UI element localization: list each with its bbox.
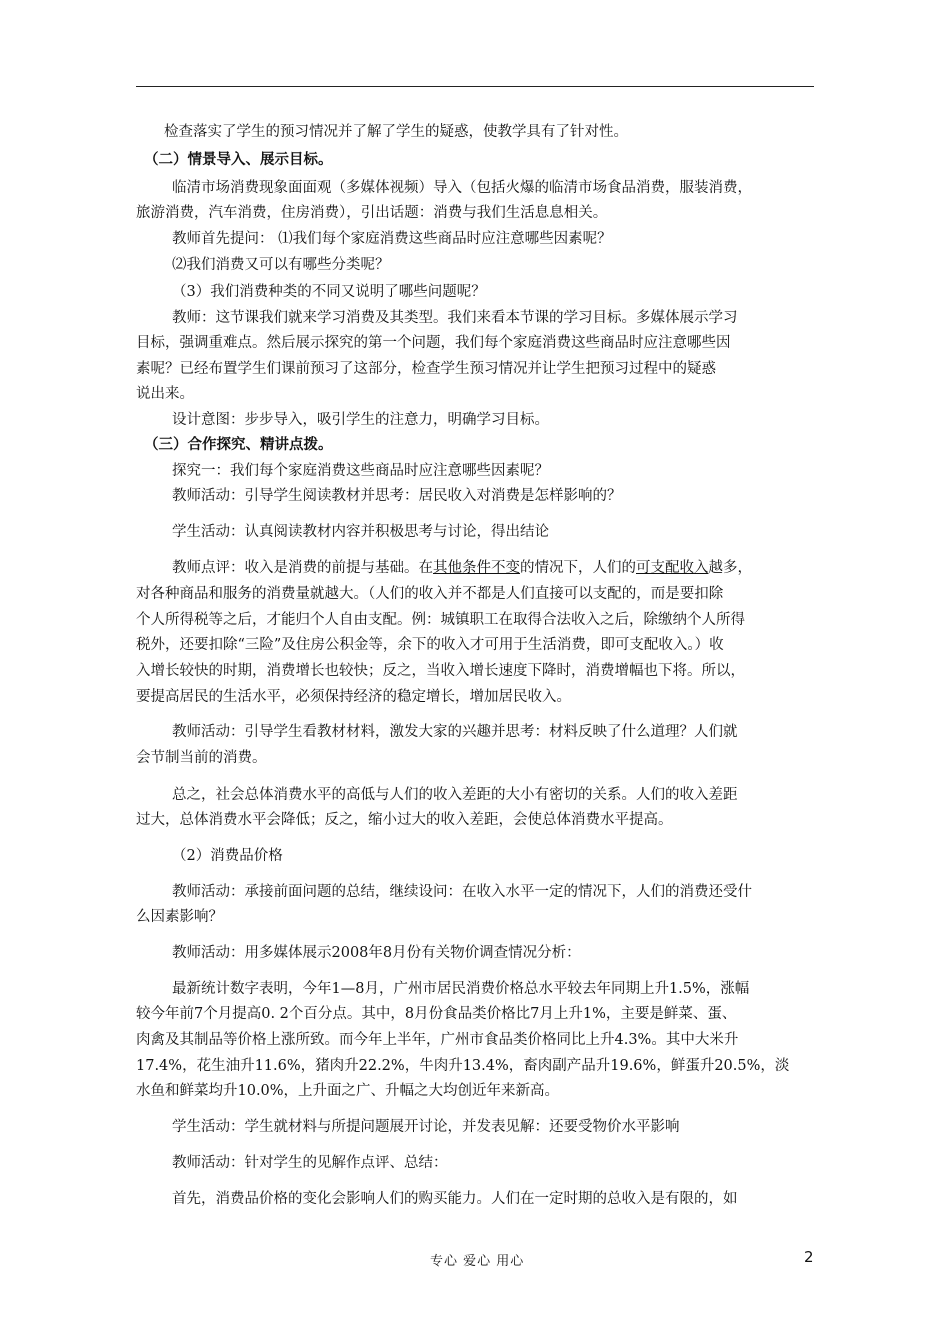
paragraph: 较今年前7个月提高0. 2个百分点。其中，8月份食品类价格比7月上升1%，主要是鲜菜、蛋、 bbox=[136, 1006, 737, 1022]
paragraph: 教师首先提问： ⑴我们每个家庭消费这些商品时应注意哪些因素呢？ bbox=[172, 231, 612, 247]
paragraph: 学生活动：认真阅读教材内容并积极思考与讨论，得出结论 bbox=[172, 524, 549, 540]
footer-motto: 专心 爱心 用心 bbox=[430, 1254, 525, 1269]
page-number: 2 bbox=[804, 1248, 814, 1266]
paragraph: 探究一：我们每个家庭消费这些商品时应注意哪些因素呢？ bbox=[172, 463, 549, 479]
section-heading: （三）合作探究、精讲点拨。 bbox=[144, 436, 333, 453]
paragraph: 么因素影响？ bbox=[136, 909, 223, 925]
paragraph: （3）我们消费种类的不同又说明了哪些问题呢？ bbox=[172, 284, 486, 300]
paragraph: 设计意图：步步导入，吸引学生的注意力，明确学习目标。 bbox=[172, 412, 549, 428]
paragraph: 首先，消费品价格的变化会影响人们的购买能力。人们在一定时期的总收入是有限的，如 bbox=[172, 1191, 738, 1207]
paragraph: 个人所得税等之后，才能归个人自由支配。例：城镇职工在取得合法收入之后，除缴纳个人所得 bbox=[136, 612, 745, 628]
paragraph: 说出来。 bbox=[136, 386, 194, 402]
text-segment: 教师点评：收入是消费的前提与基础。在 bbox=[172, 560, 433, 576]
text-segment: 越多， bbox=[708, 560, 752, 576]
paragraph: 过大，总体消费水平会降低；反之，缩小过大的收入差距，会使总体消费水平提高。 bbox=[136, 812, 673, 828]
text-segment: 的情况下，人们的 bbox=[520, 560, 636, 576]
paragraph: 最新统计数字表明，今年1—8月，广州市居民消费价格总水平较去年同期上升1.5%，涨幅 bbox=[172, 981, 750, 997]
paragraph: 要提高居民的生活水平，必须保持经济的稳定增长，增加居民收入。 bbox=[136, 689, 571, 705]
paragraph: 教师活动：引导学生看教材材料，激发大家的兴趣并思考：材料反映了什么道理？人们就 bbox=[172, 724, 738, 740]
paragraph: 17.4%，花生油升11.6%，猪肉升22.2%，牛肉升13.4%，畜肉副产品升19.6%，鲜蛋升20.5%，淡 bbox=[136, 1058, 790, 1074]
paragraph: 学生活动：学生就材料与所提问题展开讨论，并发表见解：还要受物价水平影响 bbox=[172, 1119, 680, 1135]
header-rule bbox=[136, 86, 814, 87]
underlined-term: 其他条件不变 bbox=[433, 560, 520, 576]
paragraph: 教师活动：针对学生的见解作点评、总结： bbox=[172, 1155, 448, 1171]
paragraph: 教师活动：用多媒体展示2008年8月份有关物价调查情况分析： bbox=[172, 945, 581, 961]
paragraph: 素呢？已经布置学生们课前预习了这部分，检查学生预习情况并让学生把预习过程中的疑惑 bbox=[136, 361, 716, 377]
underlined-term: 可支配收入 bbox=[636, 560, 709, 576]
subsection-heading: （2）消费品价格 bbox=[172, 848, 283, 864]
paragraph: 总之，社会总体消费水平的高低与人们的收入差距的大小有密切的关系。人们的收入差距 bbox=[172, 787, 738, 803]
paragraph: 入增长较快的时期，消费增长也较快；反之，当收入增长速度下降时，消费增幅也下将。所以， bbox=[136, 663, 745, 679]
paragraph-with-underlines bbox=[172, 558, 752, 578]
paragraph: 税外，还要扣除“三险”及住房公积金等，余下的收入才可用于生活消费，即可支配收入。）收 bbox=[136, 637, 724, 653]
paragraph: 检查落实了学生的预习情况并了解了学生的疑惑，使教学具有了针对性。 bbox=[164, 124, 628, 140]
paragraph: 对各种商品和服务的消费量就越大。（人们的收入并不都是人们直接可以支配的，而是要扣除 bbox=[136, 586, 724, 602]
paragraph: 水鱼和鲜菜均升10.0%，上升面之广、升幅之大均创近年来新高。 bbox=[136, 1083, 560, 1099]
paragraph: 教师活动：引导学生阅读教材并思考：居民收入对消费是怎样影响的？ bbox=[172, 488, 622, 504]
paragraph: ⑵我们消费又可以有哪些分类呢？ bbox=[172, 257, 390, 273]
paragraph: 目标，强调重难点。然后展示探究的第一个问题，我们每个家庭消费这些商品时应注意哪些因 bbox=[136, 335, 731, 351]
section-heading: （二）情景导入、展示目标。 bbox=[144, 151, 333, 168]
paragraph: 教师活动：承接前面问题的总结，继续设问：在收入水平一定的情况下，人们的消费还受什 bbox=[172, 884, 752, 900]
paragraph: 旅游消费，汽车消费，住房消费），引出话题：消费与我们生活息息相关。 bbox=[136, 205, 608, 221]
paragraph: 肉禽及其制品等价格上涨所致。而今年上半年，广州市食品类价格同比上升4.3%。其中大米升 bbox=[136, 1032, 739, 1048]
paragraph: 临清市场消费现象面面观（多媒体视频）导入（包括火爆的临清市场食品消费，服装消费， bbox=[172, 180, 752, 196]
paragraph: 教师：这节课我们就来学习消费及其类型。我们来看本节课的学习目标。多媒体展示学习 bbox=[172, 310, 738, 326]
paragraph: 会节制当前的消费。 bbox=[136, 750, 267, 766]
